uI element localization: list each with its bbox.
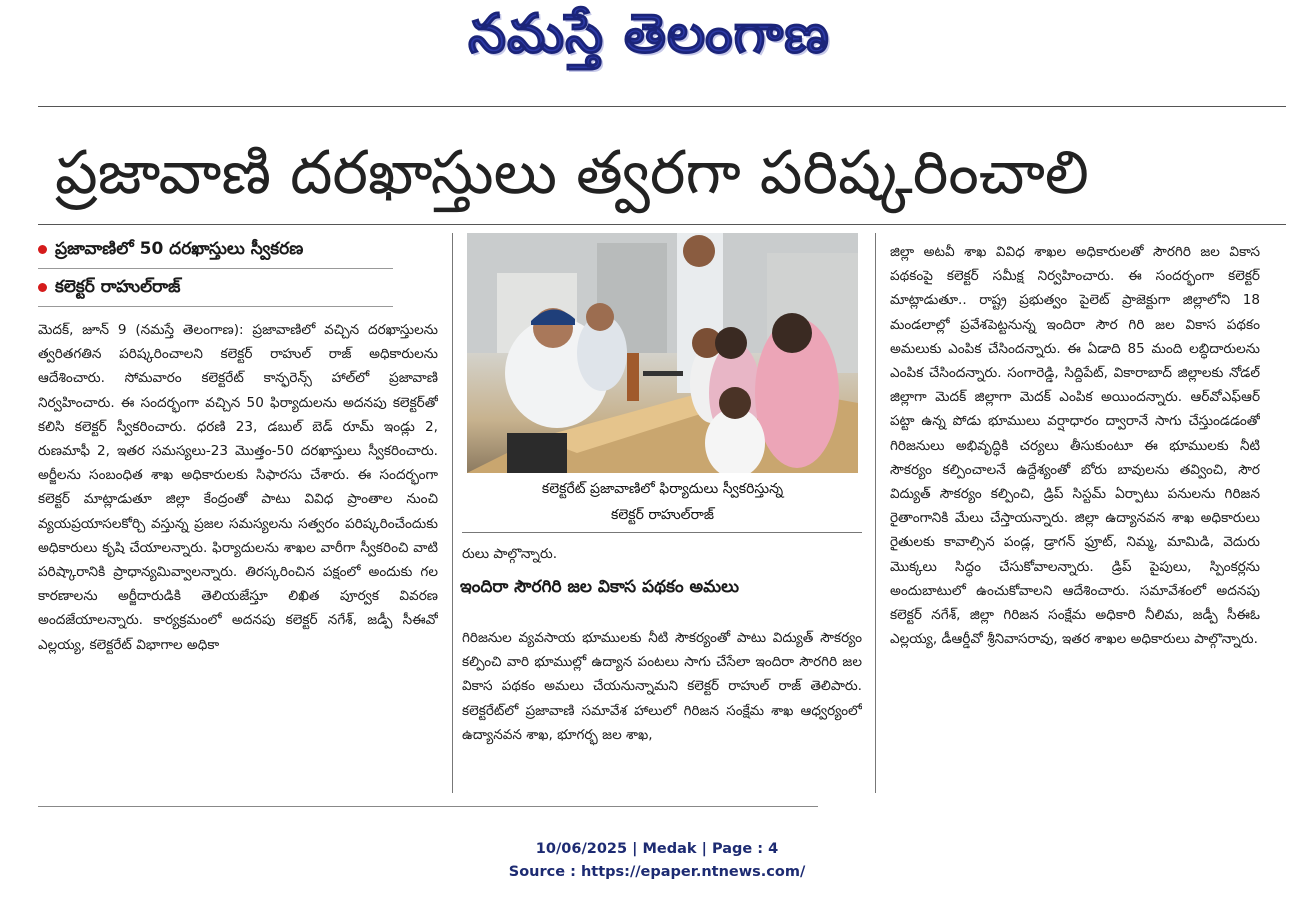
newspaper-masthead: [0, 2, 1314, 82]
highlight-text: కలెక్టర్ రాహుల్‌రాజ్: [55, 277, 181, 297]
section-subheading: ఇందిరా సౌరగిరి జల వికాస పథకం అమలు: [460, 577, 740, 597]
highlight-item-1: [38, 234, 398, 264]
column-separator: [452, 233, 453, 793]
article-column-2: [462, 626, 862, 802]
headline-divider: [38, 224, 1286, 225]
photo-caption: [467, 476, 858, 528]
bullet-dot-icon: [38, 245, 47, 254]
page-bottom-divider: [38, 806, 818, 807]
page-info: 10/06/2025 | Medak | Page : 4: [535, 841, 779, 857]
highlight-text: ప్రజావాణిలో 50 దరఖాస్తులు స్వీకరణ: [55, 239, 304, 259]
caption-divider: [462, 532, 862, 533]
highlight-item-2: [38, 272, 398, 302]
source-link[interactable]: Source : https://epaper.ntnews.com/: [508, 864, 806, 880]
column-2-top-text: రులు పాల్గొన్నారు.: [462, 546, 558, 562]
article-column-3: [890, 240, 1260, 800]
caption-line-1: కలెక్టరేట్ ప్రజావాణిలో ఫిర్యాదులు స్వీకరిస్తున్న: [541, 481, 784, 497]
article-column-1: [38, 318, 438, 798]
masthead-title: నమస్తే తెలంగాణ: [468, 2, 830, 65]
caption-line-2: కలెక్టర్ రాహుల్‌రాజ్: [611, 507, 714, 523]
bullet-dot-icon: [38, 283, 47, 292]
masthead-divider: [38, 106, 1286, 107]
photo-illustration: [467, 233, 858, 473]
highlight-divider: [38, 306, 393, 307]
column-3-text: జిల్లా అటవీ శాఖ వివిధ శాఖల అధికారులతో సౌరగిరి జల వికాస పథకంపై కలెక్టర్ సమీక్ష నిర్వహించారు. ఈ సందర్భంగా కలెక్టర్ మాట్లాడుతూ.. రాష్ట్ర ప్రభుత్వం పైలెట్ ప్రాజెక్టుగా జిల్లాలోని 18 మండలాల్లో ప్రవేశపెట్టనున్న ఇందిరా సౌర గిరి జల వికాస పథకం అమలుకు ఎంపిక చేసిందన్నారు. ఈ ఏడాది 85 మంది లబ్ధిదారులను ఎంపిక చేసిందన్నారు. సంగారెడ్డి, సిద్దిపేట్, వికారాబాద్ జిల్లాలకు నోడల్ జిల్లాగా మెదక్ జిల్లాగా మెదక్ ఎంపిక అయిందన్నారు. ఆర్‌వోఎఫ్‌ఆర్ పట్టా ఉన్న పోడు భూములు వర్షాధారం ద్వారానే సాగు చేస్తుండడంతో గిరిజనులు అభివృద్ధికి చర్యలు తీసుకుంటూ ఈ భూములకు నీటి సౌకర్యం కల్పించాలనే ఉద్దేశ్యంతో బోరు బావులను తవ్వించి, సౌర విద్యుత్ సౌకర్యం కల్పించి, డ్రిప్ సిస్టమ్ ఏర్పాటు పనులను గిరిజన రైతాంగానికి మేలు చేస్తాయన్నారు. జిల్లా ఉద్యానవన శాఖ అధికారులు రైతులకు కావాల్సిన పండ్ల, డ్రాగన్ ఫ్రూట్, నిమ్మ, మామిడి, వెదురు మొక్కలు సిద్ధం చేసుకోవాలన్నారు. డ్రిప్ పైపులు, స్పింకర్లను అందుబాటులో ఉంచుకోవాలని ఆదేశించారు. సమావేశంలో అదనపు కలెక్టర్ నగేశ్, జిల్లా గిరిజన సంక్షేమ అధికారి నీలిమ, జడ్పీ సీఈఓ ఎల్లయ్య, డీఆర్డీవో శ్రీనివాసరావు, ఇతర శాఖల అధికారులు పాల్గొన్నారు.: [890, 244, 1260, 648]
article-photo: [467, 233, 858, 473]
column-2-text: గిరిజనుల వ్యవసాయ భూములకు నీటి సౌకర్యంతో పాటు విద్యుత్ సౌకర్యం కల్పించి వారి భూముల్లో ఉద్యాన పంటలు సాగు చేసేలా ఇందిరా సౌరగిరి జల వికాస పథకం అమలు చేయనున్నామని కలెక్టర్ రాహుల్ రాజ్ తెలిపారు. కలెక్టరేట్‌లో ప్రజావాణి సమావేశ హాలులో గిరిజన సంక్షేమ శాఖ ఆధ్వర్యంలో ఉద్యానవన శాఖ, భూగర్భ జల శాఖ,: [462, 630, 862, 743]
highlight-divider: [38, 268, 393, 269]
article-column-2-top: [462, 542, 862, 566]
column-separator: [875, 233, 876, 793]
column-1-text: మెదక్, జూన్ 9 (నమస్తే తెలంగాణ): ప్రజావాణిలో వచ్చిన దరఖాస్తులను త్వరితగతిన పరిష్కరించాలని కలెక్టర్ రాహుల్ రాజ్ అధికారులను ఆదేశించారు. సోమవారం కలెక్టరేట్ కాన్ఫరెన్స్ హాల్‌లో ప్రజావాణి నిర్వహించారు. ఈ సందర్భంగా వచ్చిన 50 ఫిర్యాదులను అదనపు కలెక్టర్‌తో కలిసి కలెక్టర్ స్వీకరించారు. ధరణి 23, డబుల్ బెడ్ రూమ్ ఇండ్లు 2, రుణమాఫీ 2, ఇతర సమస్యలు-23 మొత్తం-50 దరఖాస్తులు స్వీకరించారు. అర్జీలను సంబంధిత శాఖ అధికారులకు సిఫారసు చేశారు. ఈ సందర్భంగా కలెక్టర్ మాట్లాడుతూ జిల్లా కేంద్రంతో పాటు వివిధ ప్రాంతాల నుంచి వ్యయప్రయాసలకోర్చి వస్తున్న ప్రజల సమస్యలను సత్వరం పరిష్కరించేందుకు అధికారులు కృషి చేయాలన్నారు. ఫిర్యాదులను శాఖల వారీగా స్వీకరించి వాటి పరిష్కారానికి ప్రాధాన్యమివ్వాలన్నారు. తిరస్కరించిన పక్షంలో అందుకు గల కారణాలను అర్జీదారుడికి తెలియజేస్తూ లిఖిత పూర్వక వివరణ అందజేయాలన్నారు. కార్యక్రమంలో అదనపు కలెక్టర్ నగేశ్, జడ్పీ సీఈవో ఎల్లయ్య, కలెక్టరేట్ విభాగాల అధికా: [38, 322, 438, 653]
article-headline: ప్రజావాణి దరఖాస్తులు త్వరగా పరిష్కరించాలి: [55, 138, 1089, 208]
